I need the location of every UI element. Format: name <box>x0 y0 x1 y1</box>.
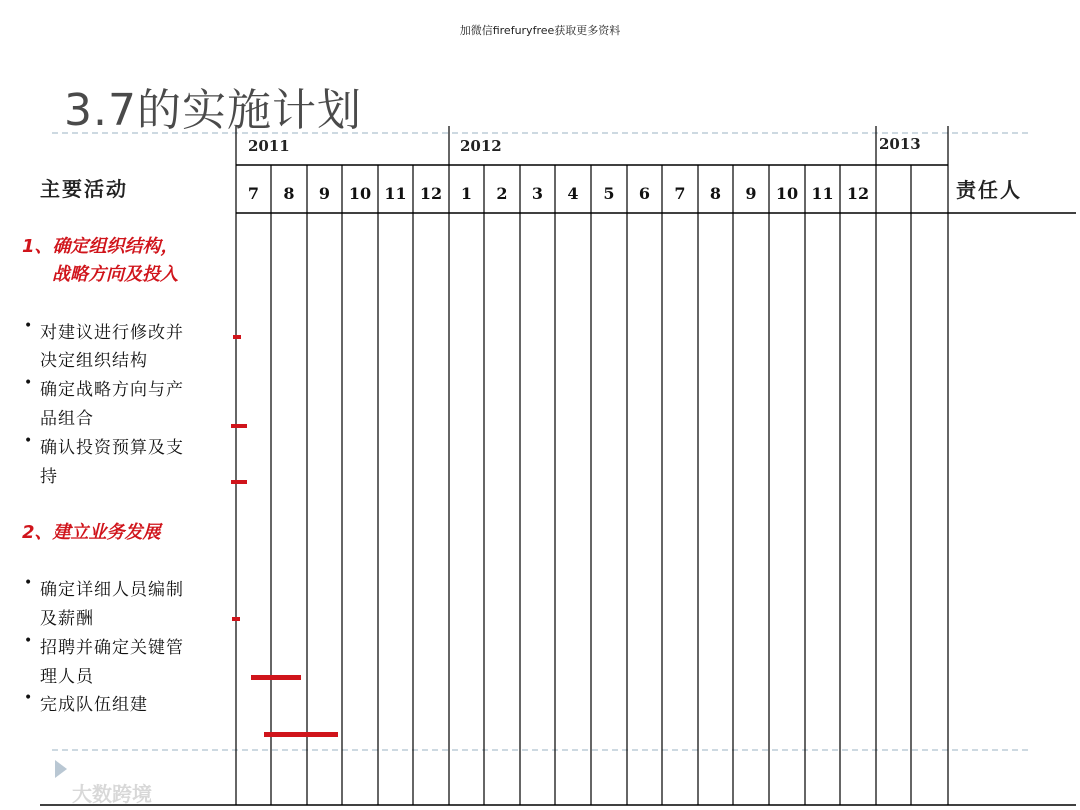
activity-item: 完成队伍组建 <box>40 695 148 715</box>
year-2013: 2013 <box>879 135 921 153</box>
logo-watermark: 大数跨境 <box>72 782 152 806</box>
month-label: 9 <box>745 184 757 203</box>
gantt-bar-3 <box>231 480 247 484</box>
activity-item: 及薪酬 <box>40 609 94 629</box>
top-watermark: 加微信firefuryfree获取更多资料 <box>459 24 621 37</box>
bullet-icon: • <box>24 633 33 649</box>
gantt-bar-6 <box>264 732 338 737</box>
gantt-bar-4 <box>232 617 240 621</box>
month-label: 1 <box>460 184 473 203</box>
month-label: 4 <box>567 184 579 203</box>
month-label: 3 <box>531 184 544 203</box>
month-label: 10 <box>775 184 799 203</box>
month-label: 11 <box>384 184 407 203</box>
gantt-bars <box>231 335 338 737</box>
month-label: 8 <box>283 184 295 203</box>
month-label: 11 <box>811 184 834 203</box>
activity-item: 确定战略方向与产 <box>40 380 184 400</box>
month-label: 7 <box>247 184 260 203</box>
page-title: 3.7的实施计划 <box>64 85 362 136</box>
activity-item: 确定详细人员编制 <box>40 580 184 600</box>
activity-item: 招聘并确定关键管 <box>40 638 184 658</box>
month-label: 8 <box>709 184 722 203</box>
month-label: 9 <box>318 184 331 203</box>
month-label: 10 <box>348 184 372 203</box>
month-label: 7 <box>674 184 686 203</box>
gantt-bar-5 <box>251 675 301 680</box>
gantt-bar-2 <box>231 424 247 428</box>
bullet-icon: • <box>24 690 33 706</box>
month-label: 12 <box>846 184 870 203</box>
month-label: 12 <box>419 184 443 203</box>
section-2-title: 2、建立业务发展 <box>22 522 161 543</box>
logo-arrow-icon <box>55 760 67 778</box>
bullet-icon: • <box>24 318 33 334</box>
month-label: 6 <box>638 184 651 203</box>
activity-item: 持 <box>40 467 58 487</box>
activity-item: 决定组织结构 <box>40 351 148 371</box>
bullet-icon: • <box>24 575 33 591</box>
section-1-title-line2: 战略方向及投入 <box>52 264 178 285</box>
activity-item: 理人员 <box>40 667 94 687</box>
activity-item: 对建议进行修改并 <box>40 323 184 343</box>
month-label: 5 <box>603 184 615 203</box>
month-columns <box>236 126 948 805</box>
bullet-icon: • <box>24 375 33 391</box>
activity-item: 品组合 <box>40 409 94 429</box>
bullet-icon: • <box>24 433 33 449</box>
activity-header: 主要活动 <box>40 177 128 201</box>
owner-header: 责任人 <box>956 178 1022 202</box>
year-2012: 2012 <box>460 137 502 155</box>
month-label: 2 <box>496 184 508 203</box>
year-2011: 2011 <box>248 137 290 155</box>
section-1-title-line1: 1、确定组织结构， <box>22 236 179 257</box>
activity-item: 确认投资预算及支 <box>40 438 184 458</box>
gantt-bar-1 <box>233 335 241 339</box>
